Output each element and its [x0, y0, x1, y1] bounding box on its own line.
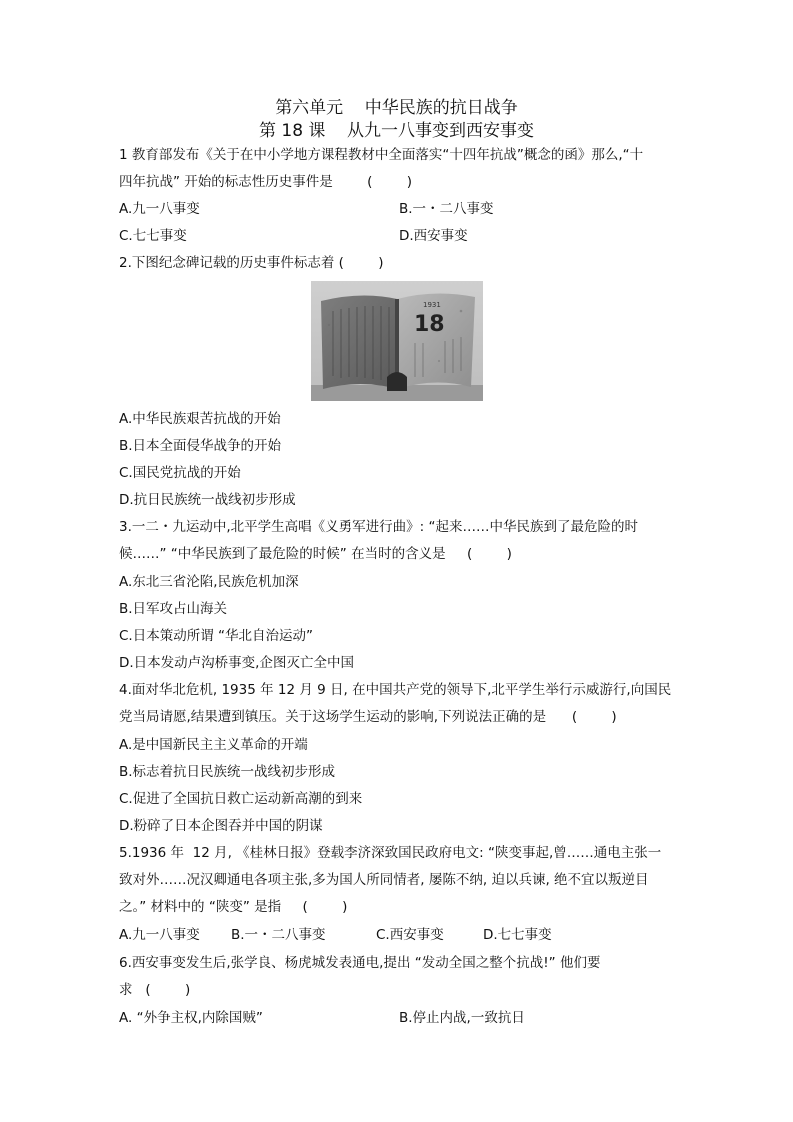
q3-option-c: C.日本策动所谓 “华北自治运动”: [119, 628, 313, 644]
q4-option-d: D.粉碎了日本企图吞并中国的阴谋: [119, 818, 323, 834]
q3-option-d: D.日本发动卢沟桥事变,企图灭亡全中国: [119, 655, 354, 671]
q5-stem-line2: 致对外……况汉卿通电各项主张,多为国人所同情者, 屡陈不纳, 迫以兵谏, 绝不宜以叛逆目: [119, 872, 649, 888]
q1-option-a: A.九一八事变: [119, 201, 200, 217]
monument-left-page: [321, 295, 397, 389]
lesson-title: 第 18 课 从九一八事变到西安事变: [258, 121, 535, 141]
unit-title: 第六单元 中华民族的抗日战争: [275, 98, 518, 118]
q5-option-b: B.一・二八事变: [231, 927, 326, 943]
q4-stem-line2: 党当局请愿,结果遭到镇压。关于这场学生运动的影响,下列说法正确的是 ( ): [119, 709, 617, 725]
monument-photo: [311, 281, 483, 401]
q5-stem-line3: 之。” 材料中的 “陕变” 是指 ( ): [119, 899, 348, 915]
monument-date-number: 18: [414, 312, 445, 337]
q6-option-a: A. “外争主权,内除国贼”: [119, 1010, 263, 1026]
q4-option-a: A.是中国新民主主义革命的开端: [119, 737, 308, 753]
q6-option-b: B.停止内战,一致抗日: [399, 1010, 525, 1026]
q3-option-b: B.日军攻占山海关: [119, 601, 228, 617]
q4-stem-line1: 4.面对华北危机, 1935 年 12 月 9 日, 在中国共产党的领导下,北平学生举行示威游行,向国民: [119, 682, 672, 698]
q4-option-c: C.促进了全国抗日救亡运动新高潮的到来: [119, 791, 363, 807]
q2-option-d: D.抗日民族统一战线初步形成: [119, 492, 296, 508]
q1-option-c: C.七七事变: [119, 228, 187, 244]
q3-stem-line2: 候……” “中华民族到了最危险的时候” 在当时的含义是 ( ): [119, 546, 512, 562]
monument-year: 1931: [423, 301, 441, 309]
monument-doorway: [387, 372, 407, 391]
q4-option-b: B.标志着抗日民族统一战线初步形成: [119, 764, 336, 780]
q5-option-a: A.九一八事变: [119, 927, 200, 943]
q1-option-d: D.西安事变: [399, 228, 468, 244]
q1-option-b: B.一・二八事变: [399, 201, 494, 217]
q1-stem-line2: 四年抗战” 开始的标志性历史事件是 ( ): [119, 174, 412, 190]
q1-stem-line1: 1 教育部发布《关于在中小学地方课程教材中全面落实“十四年抗战”概念的函》那么,“十: [119, 147, 644, 163]
q5-option-c: C.西安事变: [376, 927, 444, 943]
q6-stem-line2: 求 ( ): [119, 982, 191, 998]
q3-option-a: A.东北三省沦陷,民族危机加深: [119, 574, 299, 590]
q2-stem: 2.下图纪念碑记载的历史事件标志着 ( ): [119, 255, 384, 271]
q3-stem-line1: 3.一二・九运动中,北平学生高唱《义勇军进行曲》: “起来……中华民族到了最危险的时: [119, 519, 639, 535]
q5-stem-line1: 5.1936 年 12 月, 《桂林日报》登载李济深致国民政府电文: “陕变事起,曾……通电主张一: [119, 845, 662, 861]
q2-option-a: A.中华民族艰苦抗战的开始: [119, 411, 281, 427]
q5-option-d: D.七七事变: [483, 927, 552, 943]
q2-option-c: C.国民党抗战的开始: [119, 465, 241, 481]
q2-option-b: B.日本全面侵华战争的开始: [119, 438, 282, 454]
q6-stem-line1: 6.西安事变发生后,张学良、杨虎城发表通电,提出 “发动全国之整个抗战!” 他们要: [119, 955, 601, 971]
